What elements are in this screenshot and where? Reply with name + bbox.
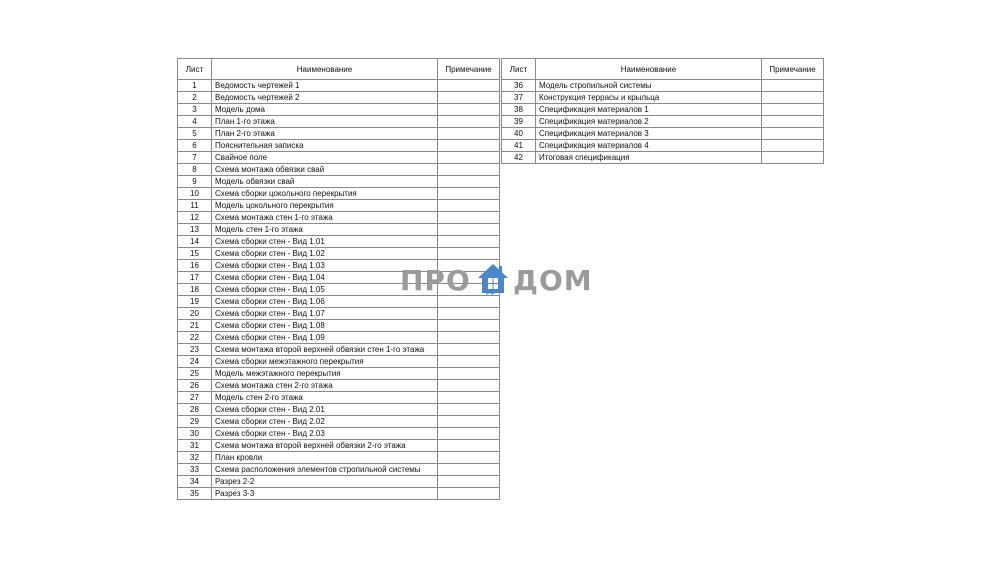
sheet-name-cell: Ведомость чертежей 2 <box>212 92 438 104</box>
sheet-number-cell: 21 <box>178 320 212 332</box>
table-header-row <box>502 59 824 80</box>
logo-subtext: РФ <box>486 291 496 297</box>
sheet-name-cell: Схема сборки стен - Вид 2.01 <box>212 404 438 416</box>
sheet-name-cell: Модель межэтажного перекрытия <box>212 368 438 380</box>
sheet-name-cell: План кровли <box>212 452 438 464</box>
table-header-row <box>178 59 500 80</box>
sheet-name-cell: Схема сборки цокольного перекрытия <box>212 188 438 200</box>
table-row <box>178 464 500 476</box>
sheet-number-cell: 12 <box>178 212 212 224</box>
sheet-number-cell: 29 <box>178 416 212 428</box>
table-row <box>178 320 500 332</box>
sheet-number-cell: 1 <box>178 80 212 92</box>
note-cell <box>438 332 500 344</box>
sheet-name-cell: Схема монтажа стен 2-го этажа <box>212 380 438 392</box>
sheet-number-cell: 14 <box>178 236 212 248</box>
note-cell <box>438 140 500 152</box>
sheet-name-cell: Разрез 3-3 <box>212 488 438 500</box>
sheet-number-cell: 36 <box>502 80 536 92</box>
note-cell <box>438 224 500 236</box>
sheet-number-cell: 2 <box>178 92 212 104</box>
sheet-name-cell: Модель стен 1-го этажа <box>212 224 438 236</box>
note-cell <box>438 380 500 392</box>
table-row <box>178 80 500 92</box>
sheet-number-cell: 17 <box>178 272 212 284</box>
sheet-name-cell: План 1-го этажа <box>212 116 438 128</box>
table-row <box>178 476 500 488</box>
note-cell <box>438 200 500 212</box>
prodom-logo <box>398 262 608 298</box>
note-cell <box>438 344 500 356</box>
sheet-name-cell: Модель дома <box>212 104 438 116</box>
note-cell <box>762 92 824 104</box>
note-cell <box>438 188 500 200</box>
sheet-name-cell: Модель стен 2-го этажа <box>212 392 438 404</box>
note-cell <box>438 464 500 476</box>
sheet-name-cell: Схема монтажа второй верхней обвязки стен 1-го этажа <box>212 344 438 356</box>
sheet-name-cell: Схема сборки стен - Вид 1.02 <box>212 248 438 260</box>
sheet-name-cell: Схема монтажа стен 1-го этажа <box>212 212 438 224</box>
table-row <box>502 116 824 128</box>
sheet-number-cell: 39 <box>502 116 536 128</box>
header-note: Примечание <box>438 59 500 80</box>
sheet-number-cell: 9 <box>178 176 212 188</box>
sheet-number-cell: 26 <box>178 380 212 392</box>
note-cell <box>438 320 500 332</box>
table-row <box>502 140 824 152</box>
sheet-number-cell: 25 <box>178 368 212 380</box>
sheet-number-cell: 28 <box>178 404 212 416</box>
sheet-number-cell: 19 <box>178 296 212 308</box>
table-row <box>178 308 500 320</box>
note-cell <box>438 308 500 320</box>
table-row <box>178 428 500 440</box>
table-row <box>178 380 500 392</box>
sheet-name-cell: Схема сборки стен - Вид 1.07 <box>212 308 438 320</box>
sheet-number-cell: 34 <box>178 476 212 488</box>
sheet-number-cell: 18 <box>178 284 212 296</box>
note-cell <box>762 128 824 140</box>
sheet-name-cell: Схема расположения элементов стропильной системы <box>212 464 438 476</box>
sheet-name-cell: Схема сборки стен - Вид 1.05 <box>212 284 438 296</box>
sheet-number-cell: 20 <box>178 308 212 320</box>
table-row <box>502 80 824 92</box>
sheet-number-cell: 15 <box>178 248 212 260</box>
sheet-number-cell: 41 <box>502 140 536 152</box>
sheet-name-cell: Ведомость чертежей 1 <box>212 80 438 92</box>
sheet-name-cell: Схема сборки стен - Вид 1.08 <box>212 320 438 332</box>
sheet-number-cell: 27 <box>178 392 212 404</box>
table-row <box>178 452 500 464</box>
table-row <box>502 152 824 164</box>
header-name: Наименование <box>536 59 762 80</box>
sheet-number-cell: 38 <box>502 104 536 116</box>
sheet-name-cell: Модель стропильной системы <box>536 80 762 92</box>
sheet-number-cell: 32 <box>178 452 212 464</box>
note-cell <box>762 104 824 116</box>
sheet-name-cell: Схема монтажа обвязки свай <box>212 164 438 176</box>
sheet-name-cell: План 2-го этажа <box>212 128 438 140</box>
sheet-number-cell: 10 <box>178 188 212 200</box>
table-row <box>178 356 500 368</box>
table-row <box>178 248 500 260</box>
sheet-name-cell: Конструкция террасы и крыльца <box>536 92 762 104</box>
sheet-number-cell: 8 <box>178 164 212 176</box>
note-cell <box>438 176 500 188</box>
sheet-number-cell: 13 <box>178 224 212 236</box>
sheet-name-cell: Спецификация материалов 4 <box>536 140 762 152</box>
sheet-number-cell: 5 <box>178 128 212 140</box>
note-cell <box>438 152 500 164</box>
table-row <box>178 140 500 152</box>
sheet-number-cell: 35 <box>178 488 212 500</box>
table-row <box>178 164 500 176</box>
table-row <box>178 488 500 500</box>
sheet-name-cell: Пояснительная записка <box>212 140 438 152</box>
sheet-number-cell: 37 <box>502 92 536 104</box>
table-row <box>178 200 500 212</box>
table-row <box>178 404 500 416</box>
note-cell <box>438 164 500 176</box>
note-cell <box>438 104 500 116</box>
header-sheet: Лист <box>502 59 536 80</box>
note-cell <box>762 80 824 92</box>
sheet-name-cell: Схема сборки стен - Вид 1.03 <box>212 260 438 272</box>
sheet-name-cell: Схема сборки стен - Вид 1.09 <box>212 332 438 344</box>
sheet-name-cell: Модель цокольного перекрытия <box>212 200 438 212</box>
sheet-number-cell: 31 <box>178 440 212 452</box>
sheet-number-cell: 7 <box>178 152 212 164</box>
sheet-name-cell: Схема сборки стен - Вид 1.04 <box>212 272 438 284</box>
sheet-name-cell: Спецификация материалов 3 <box>536 128 762 140</box>
logo-text-right: ДОМ <box>513 264 593 297</box>
note-cell <box>438 80 500 92</box>
table-row <box>178 224 500 236</box>
sheet-number-cell: 42 <box>502 152 536 164</box>
note-cell <box>438 476 500 488</box>
table-row <box>502 128 824 140</box>
header-sheet: Лист <box>178 59 212 80</box>
table-row <box>178 212 500 224</box>
sheet-name-cell: Схема сборки стен - Вид 2.02 <box>212 416 438 428</box>
sheet-number-cell: 30 <box>178 428 212 440</box>
table-row <box>178 332 500 344</box>
sheet-name-cell: Схема сборки стен - Вид 1.06 <box>212 296 438 308</box>
table-row <box>178 416 500 428</box>
note-cell <box>438 416 500 428</box>
note-cell <box>762 140 824 152</box>
sheet-name-cell: Схема сборки стен - Вид 1.01 <box>212 236 438 248</box>
note-cell <box>438 248 500 260</box>
table-body-right <box>502 80 824 164</box>
table-row <box>178 176 500 188</box>
table-row <box>178 344 500 356</box>
table-row <box>178 440 500 452</box>
table-row <box>178 188 500 200</box>
sheet-number-cell: 33 <box>178 464 212 476</box>
sheet-number-cell: 11 <box>178 200 212 212</box>
sheet-number-cell: 16 <box>178 260 212 272</box>
sheet-number-cell: 4 <box>178 116 212 128</box>
note-cell <box>762 116 824 128</box>
table-row <box>178 368 500 380</box>
table-row <box>178 236 500 248</box>
table-row <box>502 104 824 116</box>
note-cell <box>438 368 500 380</box>
sheet-name-cell: Спецификация материалов 2 <box>536 116 762 128</box>
sheet-number-cell: 23 <box>178 344 212 356</box>
logo-text-left: ПРО <box>400 264 471 297</box>
note-cell <box>438 236 500 248</box>
table-row <box>178 128 500 140</box>
sheet-number-cell: 40 <box>502 128 536 140</box>
sheet-number-cell: 6 <box>178 140 212 152</box>
sheet-number-cell: 3 <box>178 104 212 116</box>
table-row <box>502 92 824 104</box>
drawings-list-table-right <box>501 58 824 164</box>
table-row <box>178 116 500 128</box>
table-row <box>178 392 500 404</box>
header-note: Примечание <box>762 59 824 80</box>
sheet-name-cell: Спецификация материалов 1 <box>536 104 762 116</box>
note-cell <box>438 404 500 416</box>
note-cell <box>762 152 824 164</box>
note-cell <box>438 212 500 224</box>
sheet-name-cell: Свайное поле <box>212 152 438 164</box>
sheet-name-cell: Схема сборки стен - Вид 2.03 <box>212 428 438 440</box>
sheet-number-cell: 24 <box>178 356 212 368</box>
sheet-name-cell: Разрез 2-2 <box>212 476 438 488</box>
note-cell <box>438 428 500 440</box>
note-cell <box>438 392 500 404</box>
note-cell <box>438 128 500 140</box>
note-cell <box>438 452 500 464</box>
table-row <box>178 104 500 116</box>
header-name: Наименование <box>212 59 438 80</box>
sheet-name-cell: Итоговая спецификация <box>536 152 762 164</box>
sheet-name-cell: Схема сборки межэтажного перекрытия <box>212 356 438 368</box>
note-cell <box>438 356 500 368</box>
table-row <box>178 92 500 104</box>
sheet-name-cell: Схема монтажа второй верхней обвязки 2-го этажа <box>212 440 438 452</box>
note-cell <box>438 116 500 128</box>
table-row <box>178 152 500 164</box>
sheet-number-cell: 22 <box>178 332 212 344</box>
note-cell <box>438 440 500 452</box>
note-cell <box>438 92 500 104</box>
sheet-name-cell: Модель обвязки свай <box>212 176 438 188</box>
note-cell <box>438 488 500 500</box>
